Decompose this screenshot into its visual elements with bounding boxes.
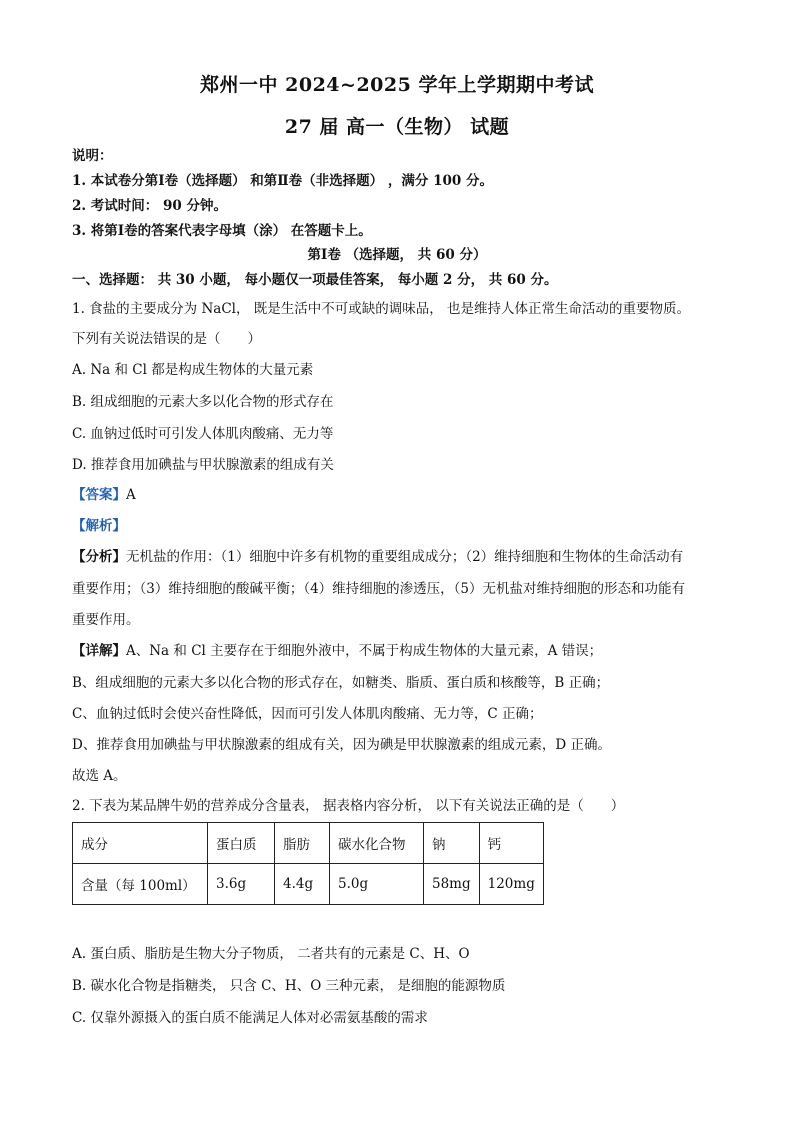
table-row bbox=[73, 864, 544, 905]
table-cell: 3.6g bbox=[208, 864, 275, 905]
q2-option-a: A. 蛋白质、脂肪是生物大分子物质， 二者共有的元素是 C、H、O bbox=[72, 946, 470, 962]
table-cell: 含量（每 100ml） bbox=[73, 864, 208, 905]
q1-fenxi-line: 重要作用。 bbox=[72, 612, 140, 628]
q1-option-b: B. 组成细胞的元素大多以化合物的形式存在 bbox=[72, 394, 334, 410]
instruction-item: 2. 考试时间： 90 分钟。 bbox=[72, 198, 227, 214]
instruction-item: 3. 将第Ⅰ卷的答案代表字母填（涂） 在答题卡上。 bbox=[72, 223, 372, 239]
analysis-tag: 【解析】 bbox=[72, 518, 126, 534]
q1-option-a: A. Na 和 Cl 都是构成生物体的大量元素 bbox=[72, 362, 314, 378]
question-2-stem: 2. 下表为某品牌牛奶的营养成分含量表， 据表格内容分析， 以下有关说法正确的是（ ） bbox=[72, 798, 625, 814]
table-cell: 成分 bbox=[73, 823, 208, 864]
table-cell: 120mg bbox=[479, 864, 543, 905]
q2-option-b: B. 碳水化合物是指糖类， 只含 C、H、O 三种元素， 是细胞的能源物质 bbox=[72, 978, 506, 994]
exam-title: 郑州一中 2024~2025 学年上学期期中考试 bbox=[200, 74, 594, 96]
table-cell: 钠 bbox=[424, 823, 480, 864]
table-cell: 4.4g bbox=[275, 864, 330, 905]
q1-option-c: C. 血钠过低时可引发人体肌肉酸痛、无力等 bbox=[72, 426, 334, 442]
question-1-stem: 1. 食盐的主要成分为 NaCl， 既是生活中不可或缺的调味品， 也是维持人体正常生命活动的重要物质。 bbox=[72, 301, 691, 317]
table-cell: 5.0g bbox=[330, 864, 424, 905]
q1-fenxi-line bbox=[72, 548, 732, 566]
question-1-stem-cont: 下列有关说法错误的是（ ） bbox=[72, 331, 261, 347]
answer-tag: 【答案】 bbox=[72, 487, 126, 503]
xiangjie-text: A、Na 和 Cl 主要存在于细胞外液中，不属于构成生物体的大量元素，A 错误； bbox=[126, 643, 603, 659]
instruction-item: 1. 本试卷分第Ⅰ卷（选择题） 和第Ⅱ卷（非选择题） ，满分 100 分。 bbox=[72, 173, 493, 189]
q1-option-d: D. 推荐食用加碘盐与甲状腺激素的组成有关 bbox=[72, 457, 334, 473]
fenxi-tag: 【分析】 bbox=[72, 549, 126, 565]
table-cell: 蛋白质 bbox=[208, 823, 275, 864]
q1-xiangjie-line: D、推荐食用加碘盐与甲状腺激素的组成有关，因为碘是甲状腺激素的组成元素，D 正确。 bbox=[72, 737, 611, 753]
q1-answer bbox=[72, 486, 732, 504]
fenxi-text: 无机盐的作用：（1）细胞中许多有机物的重要组成成分；（2）维持细胞和生物体的生命活动有 bbox=[126, 549, 684, 565]
q1-xiangjie-line: B、组成细胞的元素大多以化合物的形式存在，如糖类、脂质、蛋白质和核酸等，B 正确； bbox=[72, 675, 610, 691]
volume-title: 第Ⅰ卷 （选择题， 共 60 分） bbox=[307, 247, 487, 263]
table-cell: 钙 bbox=[479, 823, 543, 864]
table-cell: 脂肪 bbox=[275, 823, 330, 864]
nutrition-table bbox=[72, 822, 544, 905]
q1-xiangjie-line bbox=[72, 642, 732, 660]
exam-subtitle: 27 届 高一（生物） 试题 bbox=[284, 116, 510, 138]
q1-analysis-heading bbox=[72, 517, 732, 535]
table-cell: 碳水化合物 bbox=[330, 823, 424, 864]
table-header-row bbox=[73, 823, 544, 864]
q2-option-c: C. 仅靠外源摄入的蛋白质不能满足人体对必需氨基酸的需求 bbox=[72, 1010, 428, 1026]
instructions-heading: 说明： bbox=[72, 148, 113, 164]
table-cell: 58mg bbox=[424, 864, 480, 905]
q1-xiangjie-line: 故选 A。 bbox=[72, 768, 127, 784]
xiangjie-tag: 【详解】 bbox=[72, 643, 126, 659]
answer-value: A bbox=[126, 487, 136, 503]
q1-xiangjie-line: C、血钠过低时会使兴奋性降低，因而可引发人体肌肉酸痛、无力等，C 正确； bbox=[72, 706, 543, 722]
part-title: 一、选择题： 共 30 小题， 每小题仅一项最佳答案， 每小题 2 分， 共 60 分。 bbox=[72, 272, 558, 288]
q1-fenxi-line: 重要作用；（3）维持细胞的酸碱平衡；（4）维持细胞的渗透压，（5）无机盐对维持细胞的形态和功能有 bbox=[72, 581, 686, 597]
